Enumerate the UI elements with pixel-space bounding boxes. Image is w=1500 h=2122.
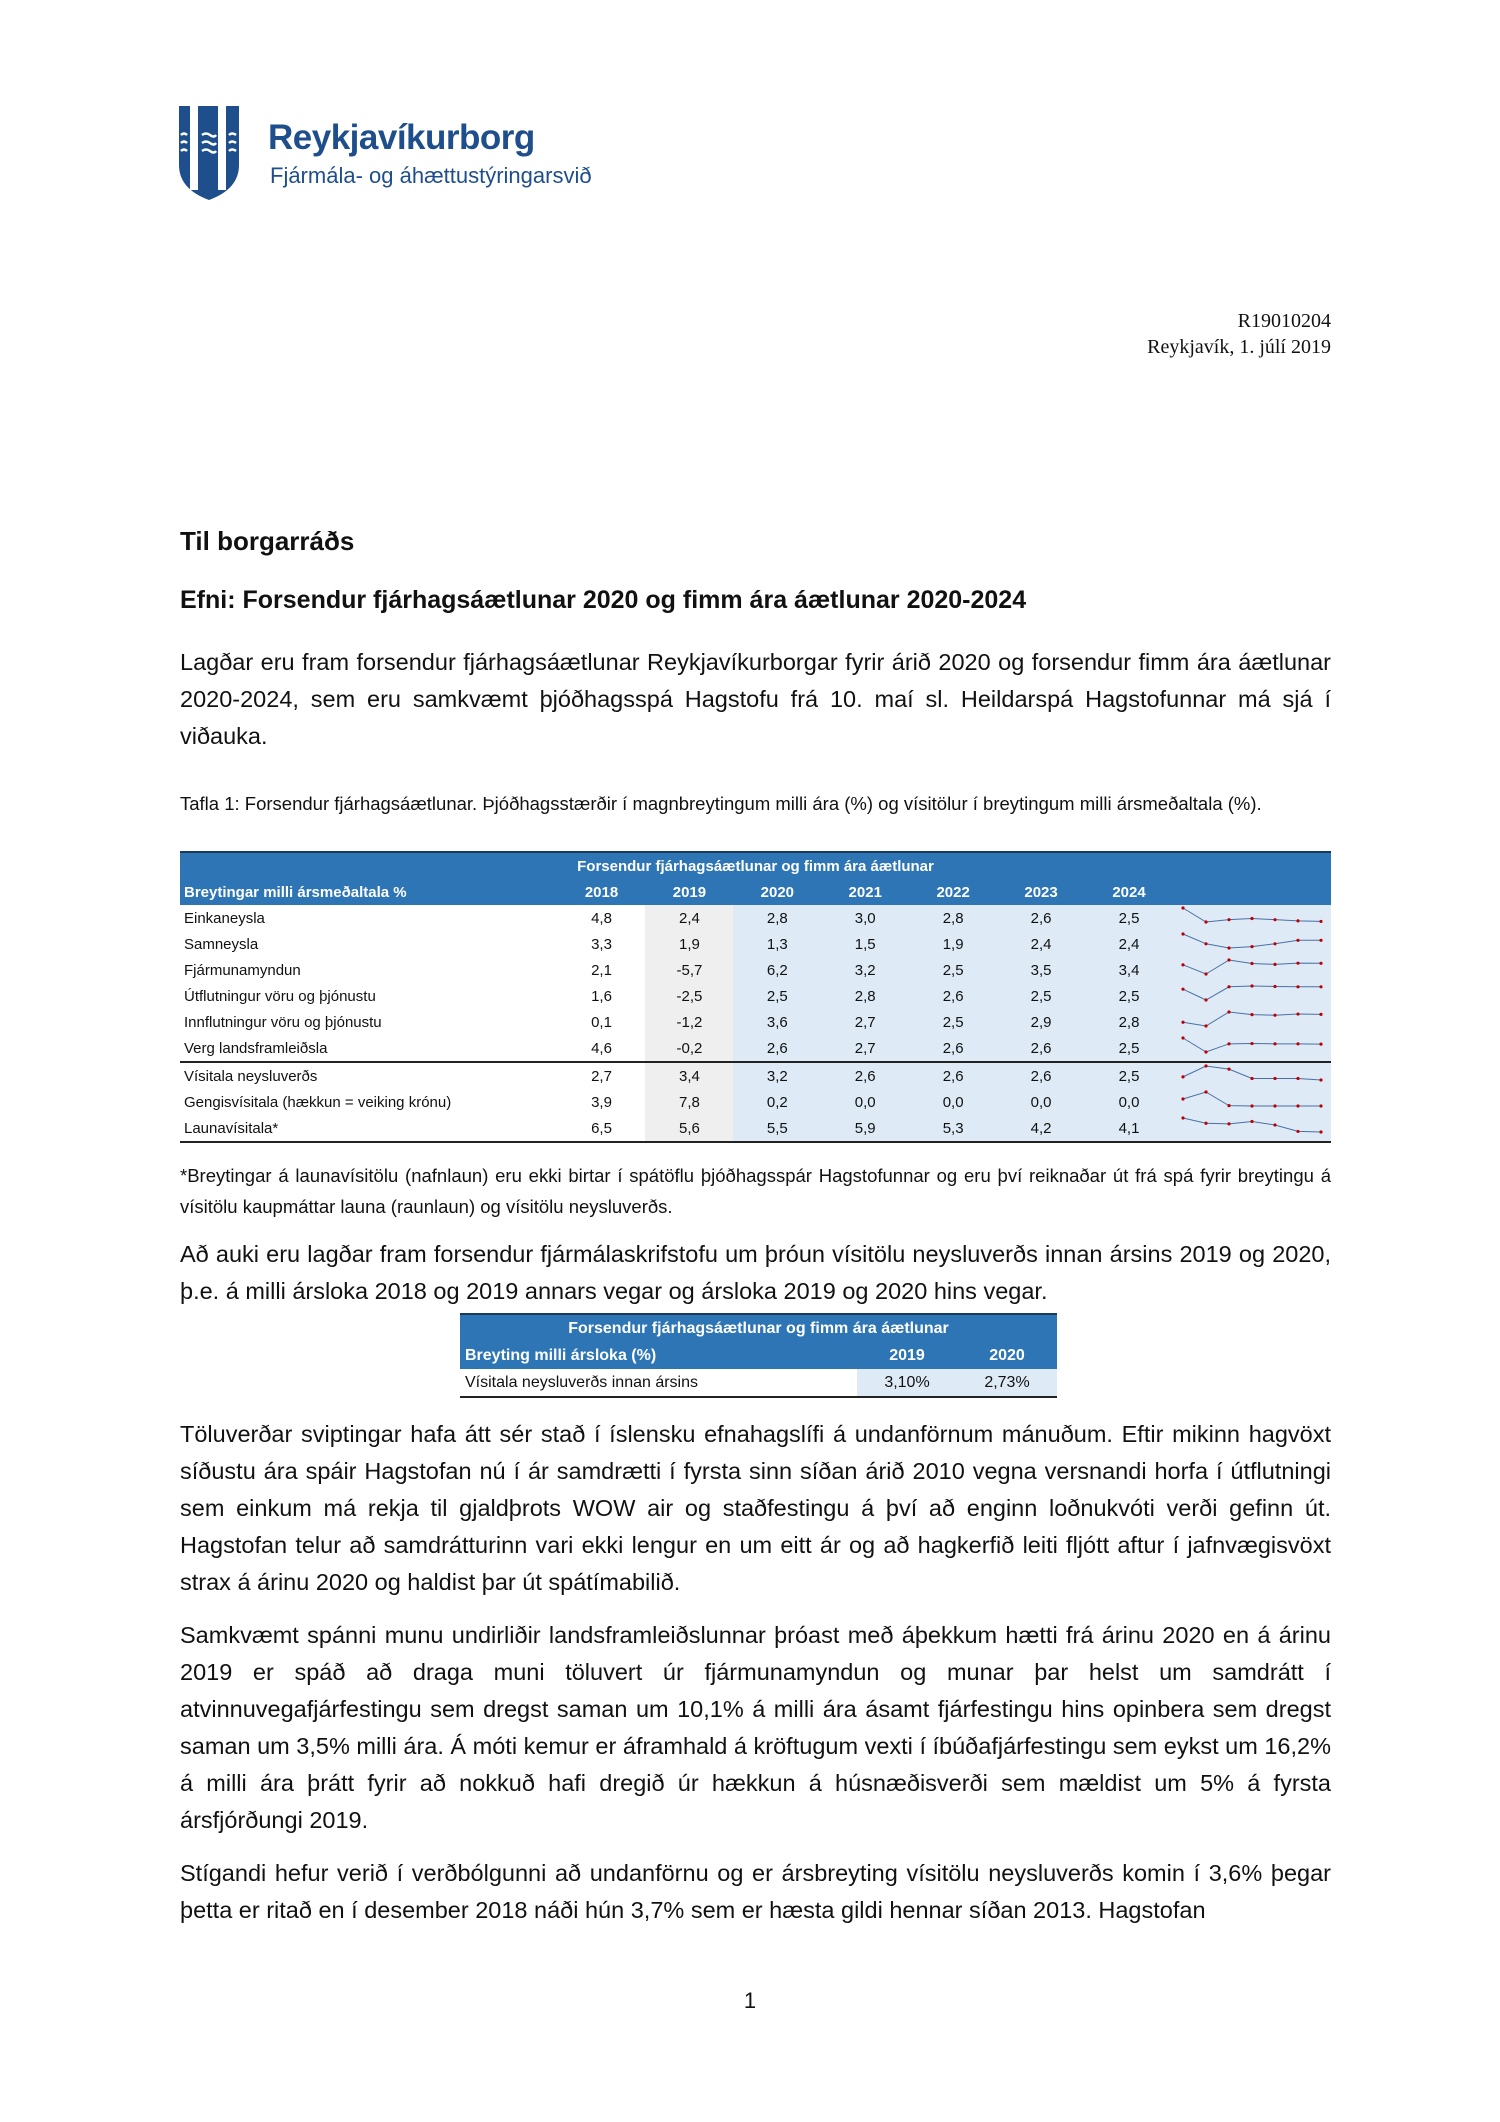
cell-value: 6,2 xyxy=(733,957,821,983)
sparkline-point xyxy=(1250,1104,1253,1107)
cell-value: 2,6 xyxy=(909,983,997,1009)
sparkline-chart xyxy=(1177,1115,1327,1137)
sparkline-point xyxy=(1204,1050,1207,1053)
cell-value: 2,5 xyxy=(1085,905,1173,931)
year-header: 2024 xyxy=(1085,879,1173,905)
sparkline-point xyxy=(1273,963,1276,966)
cell-value: 2,5 xyxy=(1085,1035,1173,1062)
sparkline-point xyxy=(1296,1130,1299,1133)
sparkline-point xyxy=(1204,998,1207,1001)
cell-value: 2,4 xyxy=(645,905,733,931)
cell-value: 2,4 xyxy=(1085,931,1173,957)
sparkline-point xyxy=(1181,1116,1184,1119)
economy-paragraph: Töluverðar sviptingar hafa átt sér stað í íslensku efnahagslífi á undanförnum mánuðum. Eftir mikinn hagvöxt síðustu ára spáir Hagstofan nú í ár samdrætti í fyrsta sinn síðan árið 2010 vegna versnandi horfa í útflutningi sem einkum má rekja til gjaldþrots WOW air og staðfestingu á því að enginn loðnukvóti verði gefinn út. Hagstofan telur að samdrátturinn vari ekki lengur en um eitt ár og að hagkerfið leiti fljótt aftur í jafnvægisvöxt strax á árinu 2020 og haldist þar út spátímabilið. xyxy=(180,1421,1331,1595)
forecast-paragraph: Samkvæmt spánni munu undirliðir landsframleiðslunnar þróast með áþekkum hætti frá árinu 2020 en á árinu 2019 er spáð að draga muni töluvert úr fjármunamyndun og munar þar helst um samdrátt í atvinnuvegafjárfestingu sem dregst saman um 10,1% á milli ára ásamt fjárfestingu hins opinbera sem dregst saman um 3,5% milli ára. Á móti kemur er áframhald á kröftugum vexti í íbúðafjárfestingu sem eykst um 16,2% á milli ára þrátt fyrir að nokkuð hafi dregið úr hækkun á húsnæðisverði sem mældist um 5% á fyrsta ársfjórðungi 2019. xyxy=(180,1622,1331,1833)
cell-value: 3,0 xyxy=(821,905,909,931)
sparkline-point xyxy=(1204,920,1207,923)
cell-value: 1,6 xyxy=(591,987,612,1005)
cell-value: 3,6 xyxy=(733,1009,821,1035)
year-header: 2019 xyxy=(857,1342,957,1369)
cell-value: 2,4 xyxy=(997,931,1085,957)
row-header-label: Breytingar milli ársmeðaltala % xyxy=(180,879,558,905)
cell-value: -1,2 xyxy=(645,1009,733,1035)
sparkline-point xyxy=(1204,942,1207,945)
logo xyxy=(178,105,240,206)
table-row xyxy=(180,1062,1331,1089)
cell-value: 1,9 xyxy=(909,931,997,957)
sparkline-point xyxy=(1181,1075,1184,1078)
cell-value: 7,8 xyxy=(645,1089,733,1115)
cell-value: 0,0 xyxy=(1085,1089,1173,1115)
sparkline-chart xyxy=(1177,1089,1327,1111)
sparkline-point xyxy=(1296,1104,1299,1107)
sparkline-point xyxy=(1250,1042,1253,1045)
cell-value: 2,5 xyxy=(909,957,997,983)
sparkline-point xyxy=(1250,984,1253,987)
table-title-row xyxy=(460,1314,1057,1342)
cell-value: 3,2 xyxy=(821,957,909,983)
row-label: Samneysla xyxy=(184,935,259,953)
sparkline-point xyxy=(1181,963,1184,966)
row-label: Vísitala neysluverðs innan ársins xyxy=(460,1369,857,1397)
cell-value: 5,9 xyxy=(821,1115,909,1142)
row-label: Einkaneysla xyxy=(184,909,265,927)
sparkline xyxy=(1173,905,1331,931)
table-header-row xyxy=(180,879,1331,905)
cell-value: 1,9 xyxy=(645,931,733,957)
cell-value: 2,8 xyxy=(733,905,821,931)
cell-value: 2,6 xyxy=(997,905,1085,931)
year-header: 2021 xyxy=(821,879,909,905)
sparkline-point xyxy=(1250,1077,1253,1080)
cell-value: -2,5 xyxy=(645,983,733,1009)
cell-value: 2,5 xyxy=(997,983,1085,1009)
cell-value: 1,5 xyxy=(821,931,909,957)
sparkline xyxy=(1173,1115,1331,1142)
cell-value: 2,5 xyxy=(1085,983,1173,1009)
cell-value: 2,6 xyxy=(909,1035,997,1062)
sparkline-point xyxy=(1273,1104,1276,1107)
cell-value: 3,10% xyxy=(857,1369,957,1397)
cell-value: 2,6 xyxy=(821,1062,909,1089)
sparkline-point xyxy=(1227,1010,1230,1013)
sparkline-line xyxy=(1183,1092,1321,1106)
table-row xyxy=(180,983,1331,1009)
table-row xyxy=(180,1009,1331,1035)
place-date: Reykjavík, 1. júlí 2019 xyxy=(1147,336,1331,358)
recipient-heading: Til borgarráðs xyxy=(180,526,355,556)
sparkline-line xyxy=(1183,986,1321,1000)
cell-value: 2,5 xyxy=(909,1009,997,1035)
sparkline-point xyxy=(1227,1042,1230,1045)
footnote: *Breytingar á launavísitölu (nafnlaun) eru ekki birtar í spátöflu þjóðhagsspár Hagstofunnar og eru því reiknaðar út frá spá fyrir breytingu á vísitölu kaupmáttar launa (raunlaun) og vísitölu neysluverðs. xyxy=(180,1165,1331,1217)
sparkline-point xyxy=(1273,1123,1276,1126)
sparkline-point xyxy=(1273,1042,1276,1045)
subject-heading: Efni: Forsendur fjárhagsáætlunar 2020 og fimm ára áætlunar 2020-2024 xyxy=(180,586,1027,614)
row-label: Fjármunamyndun xyxy=(184,961,301,979)
sparkline xyxy=(1173,1089,1331,1115)
cell-value: 0,2 xyxy=(733,1089,821,1115)
year-header: 2018 xyxy=(558,879,646,905)
sparkline-point xyxy=(1227,1068,1230,1071)
cell-value: 4,2 xyxy=(997,1115,1085,1142)
cell-value: 2,6 xyxy=(909,1062,997,1089)
reykjavik-shield-icon xyxy=(178,105,240,201)
sparkline-point xyxy=(1273,1014,1276,1017)
cell-value: 2,6 xyxy=(997,1035,1085,1062)
cell-value: 2,6 xyxy=(997,1062,1085,1089)
table-header-row xyxy=(460,1342,1057,1369)
table1-caption: Tafla 1: Forsendur fjárhagsáætlunar. Þjóðhagsstærðir í magnbreytingum milli ára (%) og vísitölur í breytingum milli ársmeðaltala (%). xyxy=(180,793,1262,814)
sparkline-chart xyxy=(1177,1009,1327,1031)
sparkline-point xyxy=(1181,906,1184,909)
cpi-table xyxy=(460,1313,1057,1398)
sparkline-point xyxy=(1250,917,1253,920)
sparkline-point xyxy=(1204,1064,1207,1067)
intro-paragraph: Lagðar eru fram forsendur fjárhagsáætlunar Reykjavíkurborgar fyrir árið 2020 og forsendur fimm ára áætlunar 2020-2024, sem eru samkvæmt þjóðhagsspá Hagstofu frá 10. maí sl. Heildarspá Hagstofunnar má sjá í viðauka. xyxy=(180,649,1331,749)
sparkline-point xyxy=(1273,985,1276,988)
cell-value: 3,4 xyxy=(1085,957,1173,983)
sparkline xyxy=(1173,1035,1331,1062)
sparkline-point xyxy=(1319,1130,1322,1133)
sparkline-point xyxy=(1181,1097,1184,1100)
row-label: Útflutningur vöru og þjónustu xyxy=(184,987,376,1005)
sparkline xyxy=(1173,983,1331,1009)
cell-value: 5,6 xyxy=(645,1115,733,1142)
cell-value: 0,0 xyxy=(909,1089,997,1115)
cell-value: 1,3 xyxy=(733,931,821,957)
reference-number: R19010204 xyxy=(1237,310,1331,332)
sparkline-point xyxy=(1319,1078,1322,1081)
sparkline-point xyxy=(1181,1021,1184,1024)
sparkline-point xyxy=(1204,1024,1207,1027)
cell-value: 2,1 xyxy=(591,961,612,979)
sparkline-header xyxy=(1173,879,1331,905)
cell-value: -5,7 xyxy=(645,957,733,983)
cell-value: 6,5 xyxy=(558,1115,646,1142)
sparkline-point xyxy=(1204,1122,1207,1125)
cell-value: 2,9 xyxy=(997,1009,1085,1035)
sparkline-point xyxy=(1250,1120,1253,1123)
sparkline-point xyxy=(1227,958,1230,961)
cell-value: 2,8 xyxy=(909,905,997,931)
table-row xyxy=(180,905,1331,931)
cell-value: -0,2 xyxy=(645,1035,733,1062)
cell-value: 2,73% xyxy=(957,1369,1057,1397)
sparkline-point xyxy=(1319,985,1322,988)
cell-value: 2,8 xyxy=(1085,1009,1173,1035)
row-label: Verg landsframleiðsla xyxy=(184,1039,328,1057)
sparkline-point xyxy=(1296,1012,1299,1015)
table-row xyxy=(180,931,1331,957)
table-title: Forsendur fjárhagsáætlunar og fimm ára áætlunar xyxy=(180,852,1331,879)
sparkline-point xyxy=(1273,942,1276,945)
sparkline xyxy=(1173,1062,1331,1089)
table-row xyxy=(180,1035,1331,1062)
sparkline-point xyxy=(1319,920,1322,923)
cpi-paragraph: Að auki eru lagðar fram forsendur fjármálaskrifstofu um þróun vísitölu neysluverðs innan ársins 2019 og 2020, þ.e. á milli ársloka 2018 og 2019 annars vegar og ársloka 2019 og 2020 hins vegar. xyxy=(180,1241,1331,1304)
sparkline xyxy=(1173,931,1331,957)
cell-value: 0,0 xyxy=(997,1089,1085,1115)
cell-value: 0,1 xyxy=(591,1013,612,1031)
sparkline xyxy=(1173,957,1331,983)
table-title: Forsendur fjárhagsáætlunar og fimm ára áætlunar xyxy=(460,1314,1057,1342)
year-header: 2019 xyxy=(645,879,733,905)
sparkline-point xyxy=(1204,1090,1207,1093)
sparkline-point xyxy=(1296,1042,1299,1045)
sparkline-chart xyxy=(1177,1035,1327,1057)
sparkline-point xyxy=(1319,1104,1322,1107)
row-label: Gengisvísitala (hækkun = veiking krónu) xyxy=(184,1093,452,1111)
cell-value: 4,8 xyxy=(591,909,612,927)
year-header: 2023 xyxy=(997,879,1085,905)
cell-value: 3,9 xyxy=(591,1093,612,1111)
sparkline-point xyxy=(1273,1077,1276,1080)
table-row xyxy=(460,1369,1057,1397)
sparkline-point xyxy=(1319,939,1322,942)
inflation-paragraph: Stígandi hefur verið í verðbólgunni að undanförnu og er ársbreyting vísitölu neysluverðs komin í 3,6% þegar þetta er ritað en í desember 2018 náði hún 3,7% sem er hæsta gildi hennar síðan 2013. Hagstofan xyxy=(180,1860,1331,1923)
sparkline-point xyxy=(1181,988,1184,991)
sparkline xyxy=(1173,1009,1331,1035)
cell-value: 2,5 xyxy=(1085,1062,1173,1089)
sparkline-point xyxy=(1319,1043,1322,1046)
assumptions-table xyxy=(180,851,1331,1143)
cell-value: 4,6 xyxy=(591,1039,612,1057)
sparkline-point xyxy=(1227,1104,1230,1107)
table-title-row xyxy=(180,852,1331,879)
sparkline-point xyxy=(1296,962,1299,965)
sparkline-point xyxy=(1319,1013,1322,1016)
logo-subtitle: Fjármála- og áhættustýringarsvið xyxy=(270,163,592,188)
cell-value: 3,4 xyxy=(645,1062,733,1089)
sparkline-point xyxy=(1227,918,1230,921)
sparkline-chart xyxy=(1177,957,1327,979)
sparkline-point xyxy=(1273,918,1276,921)
cell-value: 3,5 xyxy=(997,957,1085,983)
year-header: 2020 xyxy=(733,879,821,905)
reference-block xyxy=(1147,308,1331,360)
cell-value: 4,1 xyxy=(1085,1115,1173,1142)
sparkline-point xyxy=(1204,972,1207,975)
row-label: Vísitala neysluverðs xyxy=(180,1062,558,1089)
sparkline-chart xyxy=(1177,983,1327,1005)
row-label: Launavísitala* xyxy=(180,1115,558,1142)
cell-value: 2,5 xyxy=(733,983,821,1009)
cell-value: 2,7 xyxy=(821,1009,909,1035)
sparkline-point xyxy=(1227,985,1230,988)
table-row xyxy=(180,957,1331,983)
sparkline-point xyxy=(1296,985,1299,988)
table-row xyxy=(180,1089,1331,1115)
row-header-label: Breyting milli ársloka (%) xyxy=(460,1342,857,1369)
cell-value: 3,2 xyxy=(733,1062,821,1089)
sparkline-point xyxy=(1250,962,1253,965)
sparkline-point xyxy=(1250,945,1253,948)
sparkline-point xyxy=(1296,939,1299,942)
sparkline-point xyxy=(1296,1077,1299,1080)
sparkline-point xyxy=(1227,1122,1230,1125)
table-row xyxy=(180,1115,1331,1142)
page-number: 1 xyxy=(743,1988,757,2013)
logo-title: Reykjavíkurborg xyxy=(268,118,535,157)
cell-value: 5,5 xyxy=(733,1115,821,1142)
sparkline-point xyxy=(1250,1013,1253,1016)
cell-value: 2,6 xyxy=(733,1035,821,1062)
sparkline-chart xyxy=(1177,931,1327,953)
sparkline-point xyxy=(1181,1036,1184,1039)
cell-value: 2,7 xyxy=(558,1062,646,1089)
sparkline-point xyxy=(1319,962,1322,965)
sparkline-point xyxy=(1296,919,1299,922)
cell-value: 2,8 xyxy=(821,983,909,1009)
year-header: 2020 xyxy=(957,1342,1057,1369)
sparkline-chart xyxy=(1177,1063,1327,1085)
year-header: 2022 xyxy=(909,879,997,905)
cell-value: 3,3 xyxy=(591,935,612,953)
row-label: Innflutningur vöru og þjónustu xyxy=(184,1013,382,1031)
cell-value: 0,0 xyxy=(821,1089,909,1115)
cell-value: 2,7 xyxy=(821,1035,909,1062)
sparkline-point xyxy=(1181,932,1184,935)
sparkline-chart xyxy=(1177,905,1327,927)
sparkline-point xyxy=(1227,946,1230,949)
cell-value: 5,3 xyxy=(909,1115,997,1142)
